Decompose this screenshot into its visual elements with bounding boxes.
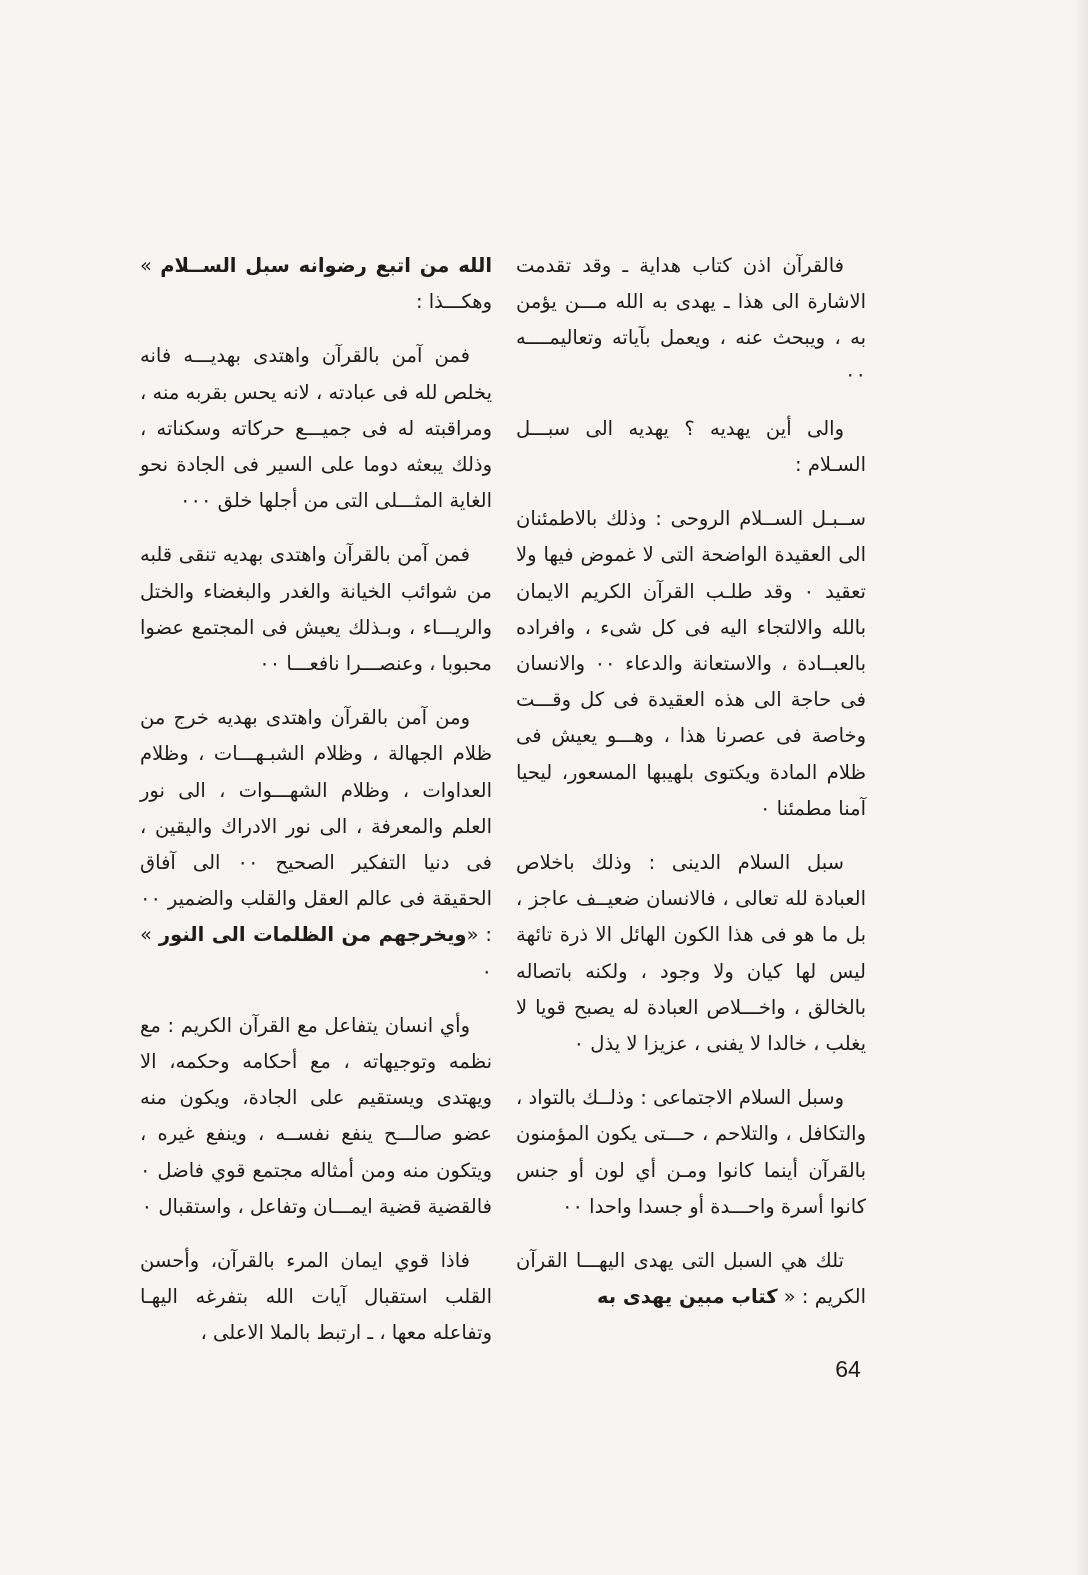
paragraph-verse-continuation [140, 248, 492, 320]
paragraph-sincere-worship: فمن آمن بالقرآن واهتدى بهديـــه فانه يخلص لله فى عبادته ، لانه يحس بقربه منه ، ومراقبته له فى جميـــع حركاته وسكناته ، وذلك يبعثه دوما على السير فى الجادة نحو الغاية المثـــلى التى من أجلها خلق ٠٠٠ [140, 344, 492, 513]
verse-quote-bold: كتاب مبين يهدى به [596, 1285, 778, 1309]
paragraph-religious-peace: سبل السلام الدينى : وذلك باخلاص العبادة لله تعالى ، فالانسان ضعيــف عاجز ، بل ما هو فى هذا الكون الهائل الا ذرة تائهة ليس لها كيان ولا وجود ، ولكنه باتصاله بالخالق ، واخـــلاص العبادة له يصبح قويا لا يغلب ، خالدا لا يفنى ، عزيزا لا يذل ٠ [516, 851, 866, 1056]
verse-intro-text: تلك هي السبل التى يهدى اليهـــا القرآن الكريم : « [516, 1249, 866, 1309]
paragraph-social-peace: وسبل السلام الاجتماعى : وذلــك بالتواد ، والتكافل ، والتلاحم ، حـــتى يكون المؤمنون بالقرآن أينما كانوا ومـن أي لون أو جنس كانوا أسرة واحـــدة أو جسدا واحدا ٠٠ [516, 1086, 866, 1218]
paragraph-pure-heart: فمن آمن بالقرآن واهتدى بهديه تنقى قلبه من شوائب الخيانة والغدر والبغضاء والختل والريـــاء ، وبـذلك يعيش فى المجتمع عضوا محبوبا ، وعنصـــرا نافعـــا ٠٠ [140, 543, 492, 676]
left-text-column [140, 248, 492, 1370]
page-number: 64 [835, 1356, 861, 1382]
paragraph-quran-verse-intro [516, 1243, 866, 1315]
paragraph-interaction-with-quran: وأي انسان يتفاعل مع القرآن الكريم : مع نظمه وتوجيهاته ، مع أحكامه وحكمه، الا ويهتدى ويستقيم على الجادة، ويكون منه عضو صالـــح ينفع نفســه ، وينفع غيره ، ويتكون منه ومن أمثاله مجتمع قوي فاضل ٠ فالقضية قضية ايمـــان وتفاعل ، واستقبال ٠ [140, 1013, 492, 1218]
paragraph-darkness-to-light [140, 700, 492, 990]
darkness-to-light-end: » ٠ [140, 923, 492, 983]
paragraph-paths-of-peace-question: والى أين يهديه ؟ يهديه الى سبـــل السـلام : [516, 416, 866, 477]
darkness-to-light-verse: ويخرجهم من الظلمات الى النور [158, 923, 467, 947]
paragraph-strong-faith: فاذا قوي ايمان المرء بالقرآن، وأحسن القلب استقبال آيات الله بتفرغه اليهـا وتفاعله معها ، ـ ارتبط بالملا الاعلى ، [140, 1249, 492, 1345]
right-text-column [516, 248, 866, 1333]
paragraph-quran-book-of-guidance: فالقرآن اذن كتاب هداية ـ وقد تقدمت الاشارة الى هذا ـ يهدى به الله مـــن يؤمن به ، ويبحث عنه ، ويعمل بآياته وتعاليمــــه ٠٠ [516, 254, 866, 386]
verse-continuation-bold: الله من اتبع رضوانه سبل الســلام [160, 254, 492, 277]
page-edge-shadow [1074, 0, 1088, 1575]
verse-continuation-text: » وهكـــذا : [140, 254, 492, 314]
paragraph-spiritual-peace: ســبـل الســلام الروحى : وذلك بالاطمئنان الى العقيدة الواضحة التى لا غموض فيها ولا تعقيد ٠ وقد طلـب القرآن الكريم الايمان بالله والالتجاء اليه فى كل شىء ، وافراده بالعبــادة ، والاستعانة والدعاء ٠٠ والانسان فى حاجة الى هذه العقيدة فى كل وقـــت وخاصة فى عصرنا هذا ، وهـــو يعيش فى ظلام المادة ويكتوى بلهيبها المسعور، ليحيا آمنا مطمئنا ٠ [516, 507, 866, 820]
darkness-to-light-text: ومن آمن بالقرآن واهتدى بهديه خرج من ظلام الجهالة ، وظلام الشبـهـــات ، وظلام العداوات ، وظلام الشهـــوات ، الى نور العلم والمعرفة ، الى نور الادراك واليقين ، فى دنيا التفكير الصحيح ٠٠ الى آفاق الحقيقة فى عالم العقل والقلب والضمير ٠٠ : « [140, 706, 492, 947]
